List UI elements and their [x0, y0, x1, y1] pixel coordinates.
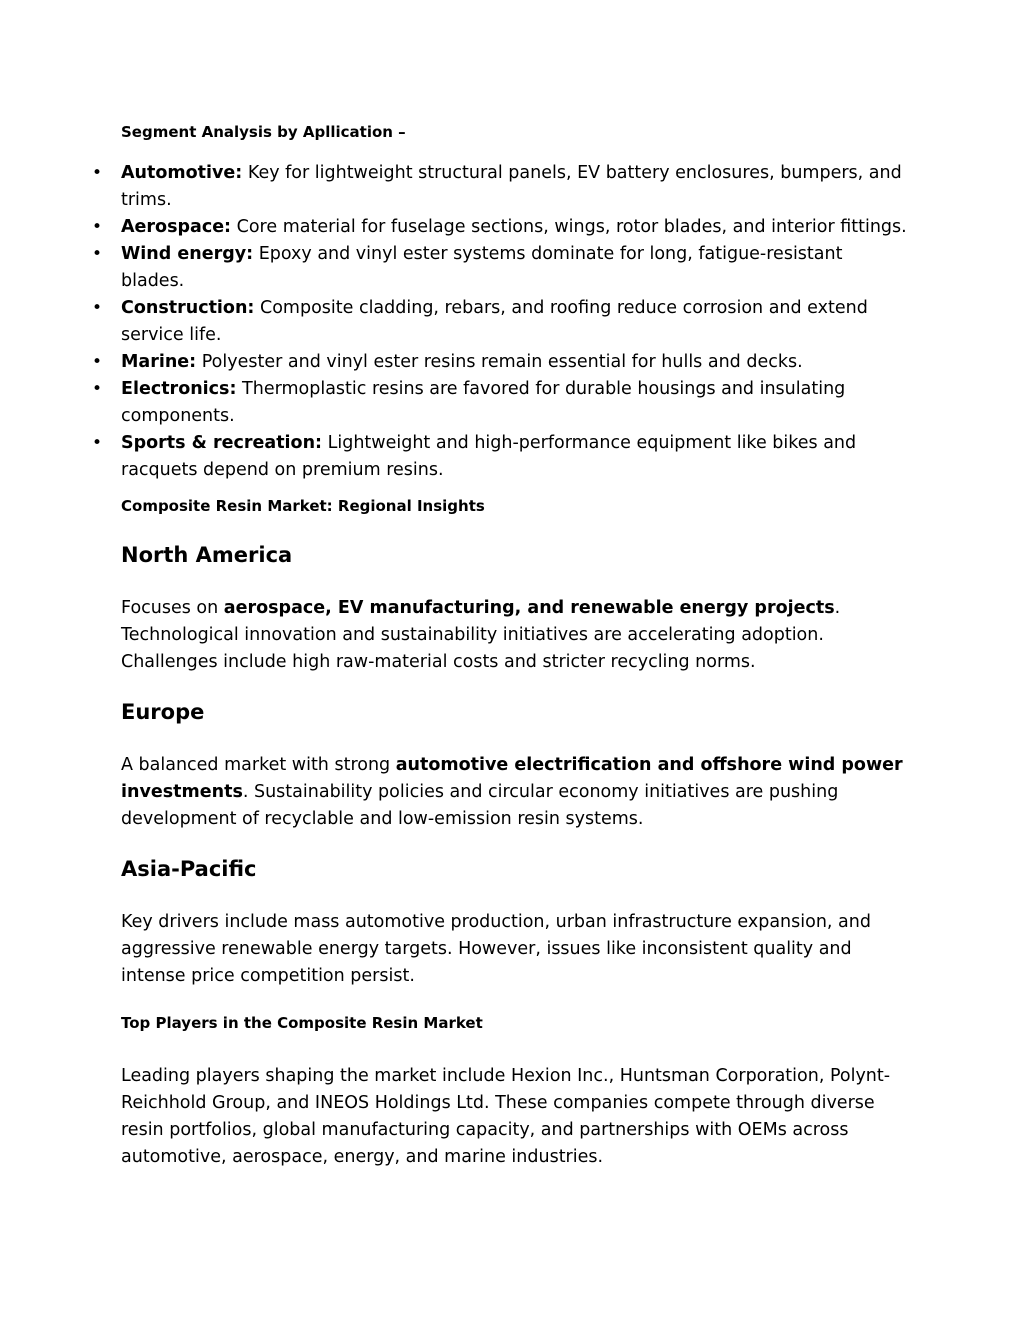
paragraph-text: A balanced market with strong [121, 755, 396, 775]
paragraph-text: . Sustainability policies and circular economy initiatives are pushing development of recyclable and low-emission resin systems. [121, 782, 839, 829]
item-text: Polyester and vinyl ester resins remain essential for hulls and decks. [196, 352, 803, 372]
segment-heading: Segment Analysis by Apllication – [121, 123, 406, 141]
bullet-icon: • [92, 163, 103, 183]
asia-pacific-paragraph: Key drivers include mass automotive production, urban infrastructure expansion, and aggressive renewable energy targets. However, issues like inconsistent quality and intense price competition persist. [121, 912, 871, 986]
list-item [92, 241, 911, 295]
item-text: Core material for fuselage sections, wings, rotor blades, and interior fittings. [231, 217, 907, 237]
players-heading: Top Players in the Composite Resin Market [121, 1014, 483, 1032]
bullet-icon: • [92, 379, 103, 399]
paragraph-text: Focuses on [121, 598, 224, 618]
bullet-icon: • [92, 433, 103, 453]
paragraph-text: . Technological innovation and sustainability initiatives are accelerating adoption. Challenges include high raw-material costs and stricter recycling norms. [121, 598, 841, 672]
item-text: Thermoplastic resins are favored for durable housings and insulating components. [121, 379, 846, 426]
item-term: Electronics: [121, 379, 237, 399]
list-item [92, 160, 911, 214]
regional-heading: Composite Resin Market: Regional Insights [121, 497, 485, 515]
list-item [92, 430, 911, 484]
item-text: Key for lightweight structural panels, EV battery enclosures, bumpers, and trims. [121, 163, 902, 210]
bullet-icon: • [92, 352, 103, 372]
list-item [92, 295, 911, 349]
bullet-icon: • [92, 244, 103, 264]
item-term: Wind energy: [121, 244, 254, 264]
list-item [92, 214, 911, 241]
item-term: Aerospace: [121, 217, 232, 237]
players-paragraph: Leading players shaping the market include Hexion Inc., Huntsman Corporation, Polynt-Reichhold Group, and INEOS Holdings Ltd. These companies compete through diverse resin portfolios, global manufacturing capacity, and partnerships with OEMs across automotive, aerospace, energy, and marine industries. [121, 1066, 891, 1167]
item-term: Sports & recreation: [121, 433, 323, 453]
application-list [92, 160, 911, 484]
europe-title: Europe [121, 700, 205, 724]
item-text: Epoxy and vinyl ester systems dominate for long, fatigue-resistant blades. [121, 244, 843, 291]
bullet-icon: • [92, 217, 103, 237]
item-text: Composite cladding, rebars, and roofing reduce corrosion and extend service life. [121, 298, 868, 345]
north-america-title: North America [121, 543, 293, 567]
item-term: Automotive: [121, 163, 243, 183]
north-america-paragraph [121, 595, 906, 676]
item-term: Construction: [121, 298, 255, 318]
europe-paragraph [121, 752, 906, 833]
bullet-icon: • [92, 298, 103, 318]
asia-pacific-title: Asia-Pacific [121, 857, 257, 881]
list-item [92, 376, 911, 430]
list-item [92, 349, 911, 376]
item-text: Lightweight and high-performance equipment like bikes and racquets depend on premium resins. [121, 433, 857, 480]
paragraph-emphasis: aerospace, EV manufacturing, and renewable energy projects [223, 598, 835, 618]
item-term: Marine: [121, 352, 197, 372]
paragraph-emphasis: automotive electrification and offshore wind power investments [121, 755, 903, 802]
